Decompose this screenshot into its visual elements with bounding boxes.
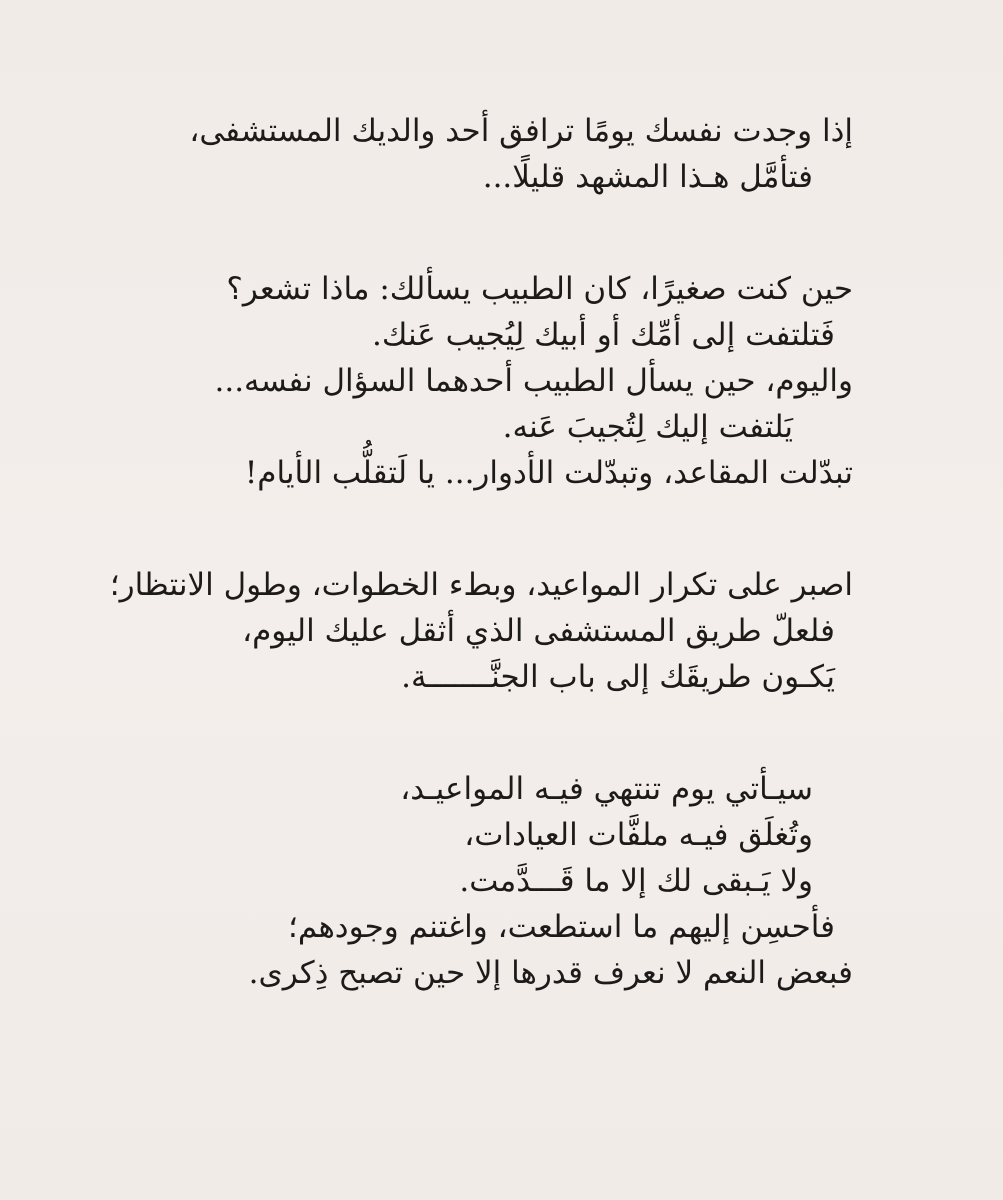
poem-line: تبدّلت المقاعد، وتبدّلت الأدوار... يا لَتقلُّب الأيام! — [244, 455, 853, 491]
poem-line: يَلتفت إليك لِتُجيبَ عَنه. — [502, 409, 793, 445]
stanza-3 — [109, 562, 853, 700]
poem-line: ولا يَـبقى لك إلا ما قَـــدَّمت. — [459, 863, 813, 899]
poem-line: فلعلّ طريق المستشفى الذي أثقل عليك اليوم، — [242, 613, 835, 649]
poem-line: يَكـون طريقَك إلى باب الجنَّـــــــة. — [401, 659, 835, 695]
poem-line: سيـأتي يوم تنتهي فيـه المواعيـد، — [400, 771, 813, 807]
poem-line: فتأمَّل هـذا المشهد قليلًا... — [482, 159, 813, 195]
stanza-4 — [133, 766, 853, 996]
poem-line: فأحسِن إليهم ما استطعت، واغتنم وجودهم؛ — [287, 909, 835, 945]
poem-line: حين كنت صغيرًا، كان الطبيب يسألك: ماذا تشعر؟ — [226, 271, 853, 307]
poem-text — [109, 108, 853, 1062]
poem-line: واليوم، حين يسأل الطبيب أحدهما السؤال نفسه... — [214, 363, 853, 399]
poem-line: إذا وجدت نفسك يومًا ترافق أحد والديك المستشفى، — [189, 113, 853, 149]
stanza-1 — [133, 108, 853, 200]
poem-line: فَتلتفت إلى أمِّك أو أبيك لِيُجيب عَنك. — [371, 317, 835, 353]
poem-line: وتُغلَق فيـه ملفَّات العيادات، — [464, 817, 813, 853]
poem-line: اصبر على تكرار المواعيد، وبطء الخطوات، وطول الانتظار؛ — [109, 567, 853, 603]
stanza-2 — [133, 266, 853, 496]
poem-line: فبعض النعم لا نعرف قدرها إلا حين تصبح ذِكرى. — [248, 955, 853, 991]
